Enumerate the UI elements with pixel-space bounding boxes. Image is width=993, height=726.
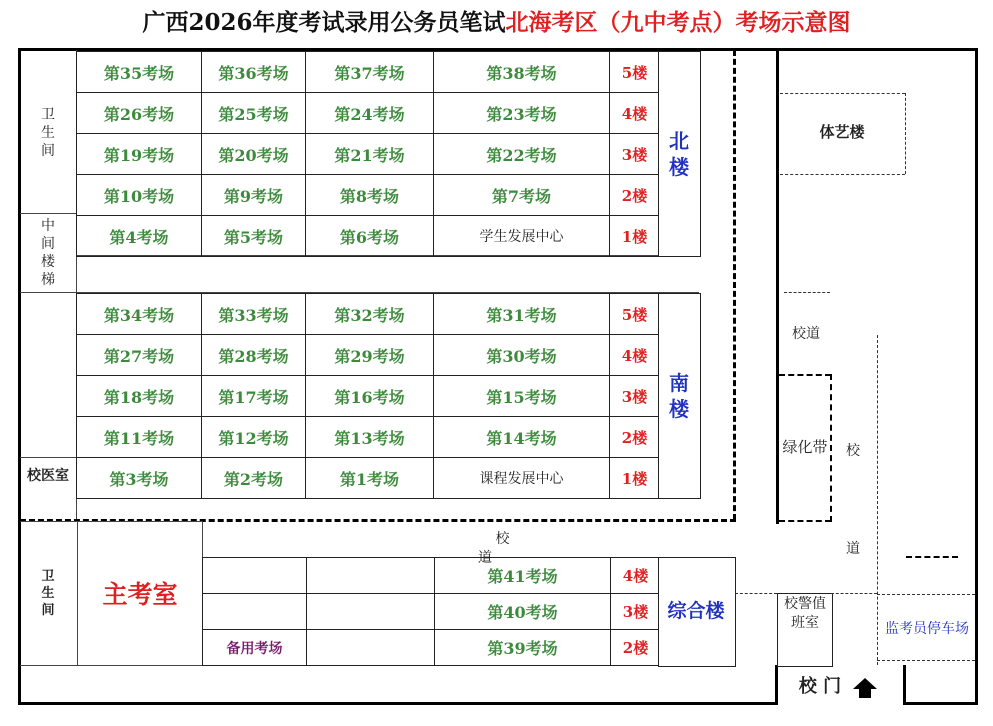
room-30[interactable]: 第30考场 <box>434 335 610 376</box>
room-15[interactable]: 第15考场 <box>434 376 610 417</box>
arts-building-label[interactable]: 体艺楼 <box>819 123 865 141</box>
arts-building-bottom <box>780 174 905 175</box>
room-8[interactable]: 第8考场 <box>306 175 434 216</box>
floor-label: 5楼 <box>610 294 660 335</box>
south-row-3f <box>77 376 660 417</box>
zonghe-building-grid <box>202 557 661 666</box>
room-25[interactable]: 第25考场 <box>202 93 306 134</box>
outer-wall-left <box>18 48 21 705</box>
room-13[interactable]: 第13考场 <box>306 417 434 458</box>
toilet-top-label: 卫生间 <box>41 107 55 159</box>
campus-road-top-label: 校道 <box>792 326 820 342</box>
room-40[interactable]: 第40考场 <box>435 594 611 630</box>
arts-building-right <box>905 93 906 174</box>
student-development-center[interactable]: 学生发展中心 <box>434 216 610 257</box>
room-7[interactable]: 第7考场 <box>434 175 610 216</box>
room-27[interactable]: 第27考场 <box>77 335 202 376</box>
room-34[interactable]: 第34考场 <box>77 294 202 335</box>
room-5[interactable]: 第5考场 <box>202 216 306 257</box>
room-23[interactable]: 第23考场 <box>434 93 610 134</box>
floor-label: 5楼 <box>610 52 660 93</box>
green-belt-bottom <box>779 520 831 522</box>
floor-label: 2楼 <box>610 175 660 216</box>
room-6[interactable]: 第6考场 <box>306 216 434 257</box>
north-row-1f <box>77 216 660 257</box>
room-41[interactable]: 第41考场 <box>435 558 611 594</box>
parking-left-edge <box>877 335 878 665</box>
floor-label: 3楼 <box>611 594 661 630</box>
south-building-grid <box>76 293 660 499</box>
curriculum-development-center[interactable]: 课程发展中心 <box>434 458 610 499</box>
floor-label: 2楼 <box>610 417 660 458</box>
guard-room-label[interactable]: 校警值班室 <box>784 596 826 631</box>
green-belt-label: 绿化带 <box>782 438 828 456</box>
school-gate-label: 校 门 <box>798 676 842 697</box>
floor-label: 4楼 <box>610 93 660 134</box>
outer-wall-bottom-left <box>18 702 778 705</box>
main-exam-room-label[interactable]: 主考室 <box>102 580 178 609</box>
parking-label[interactable]: 监考员停车场 <box>885 621 969 637</box>
title-part-black: 广西2026年度考试录用公务员笔试 <box>142 9 506 36</box>
room-29[interactable]: 第29考场 <box>306 335 434 376</box>
stairs-divider-bottom <box>20 292 77 293</box>
north-row-2f <box>77 175 660 216</box>
room-20[interactable]: 第20考场 <box>202 134 306 175</box>
campus-road-right-2: 道 <box>846 541 860 557</box>
south-row-5f <box>77 294 660 335</box>
north-row-5f <box>77 52 660 93</box>
room-38[interactable]: 第38考场 <box>434 52 610 93</box>
room-26[interactable]: 第26考场 <box>77 93 202 134</box>
empty-room <box>203 594 307 630</box>
gate-arrow-icon <box>852 677 878 699</box>
campus-road-right-1: 校 <box>846 443 860 459</box>
room-10[interactable]: 第10考场 <box>77 175 202 216</box>
room-31[interactable]: 第31考场 <box>434 294 610 335</box>
green-belt-top <box>779 374 831 376</box>
empty-room <box>307 558 435 594</box>
room-24[interactable]: 第24考场 <box>306 93 434 134</box>
room-28[interactable]: 第28考场 <box>202 335 306 376</box>
guard-path-top <box>735 593 777 594</box>
clinic-divider <box>20 457 77 458</box>
clinic-label: 校医室 <box>27 468 69 484</box>
toilet-bottom-label: 卫生间 <box>41 569 55 618</box>
page-title <box>0 4 993 37</box>
empty-room <box>307 630 435 666</box>
floor-label: 1楼 <box>610 458 660 499</box>
room-3[interactable]: 第3考场 <box>77 458 202 499</box>
room-33[interactable]: 第33考场 <box>202 294 306 335</box>
zonghe-row-3f <box>203 594 661 630</box>
stairs-divider-top <box>20 213 77 214</box>
floor-label: 3楼 <box>610 134 660 175</box>
spare-exam-room[interactable]: 备用考场 <box>203 630 307 666</box>
arts-building-top <box>780 93 905 94</box>
room-14[interactable]: 第14考场 <box>434 417 610 458</box>
gate-post-right <box>903 665 906 705</box>
room-21[interactable]: 第21考场 <box>306 134 434 175</box>
floor-label: 4楼 <box>611 558 661 594</box>
north-building-grid <box>76 51 660 257</box>
floor-label: 1楼 <box>610 216 660 257</box>
room-11[interactable]: 第11考场 <box>77 417 202 458</box>
room-36[interactable]: 第36考场 <box>202 52 306 93</box>
parking-marker <box>906 556 958 558</box>
road-marker <box>784 292 830 293</box>
north-row-4f <box>77 93 660 134</box>
room-37[interactable]: 第37考场 <box>306 52 434 93</box>
zonghe-row-2f <box>203 630 661 666</box>
campus-road-middle: 校道 <box>478 531 580 566</box>
south-building-label: 南楼 <box>669 371 689 421</box>
room-12[interactable]: 第12考场 <box>202 417 306 458</box>
south-row-1f <box>77 458 660 499</box>
south-row-2f <box>77 417 660 458</box>
title-part-red: 北海考区（九中考点）考场示意图 <box>505 9 851 36</box>
floor-label: 3楼 <box>610 376 660 417</box>
guard-path-right <box>831 593 877 594</box>
room-39[interactable]: 第39考场 <box>435 630 611 666</box>
room-2[interactable]: 第2考场 <box>202 458 306 499</box>
south-row-4f <box>77 335 660 376</box>
parking-bottom <box>877 660 975 661</box>
floor-label: 2楼 <box>611 630 661 666</box>
room-18[interactable]: 第18考场 <box>77 376 202 417</box>
outer-wall-right <box>975 48 978 705</box>
room-16[interactable]: 第16考场 <box>306 376 434 417</box>
middle-stairs-label: 中间楼梯 <box>41 218 55 288</box>
room-9[interactable]: 第9考场 <box>202 175 306 216</box>
room-35[interactable]: 第35考场 <box>77 52 202 93</box>
floor-label: 4楼 <box>610 335 660 376</box>
north-row-3f <box>77 134 660 175</box>
room-32[interactable]: 第32考场 <box>306 294 434 335</box>
north-building-label: 北楼 <box>669 129 689 179</box>
main-room-top <box>20 521 202 522</box>
zonghe-building-label: 综合楼 <box>667 600 725 622</box>
empty-room <box>203 558 307 594</box>
outer-wall-bottom-right <box>905 702 978 705</box>
dashed-wall-north <box>733 50 736 520</box>
room-1[interactable]: 第1考场 <box>306 458 434 499</box>
room-4[interactable]: 第4考场 <box>77 216 202 257</box>
parking-top <box>877 594 975 595</box>
room-22[interactable]: 第22考场 <box>434 134 610 175</box>
empty-room <box>307 594 435 630</box>
zonghe-row-4f <box>203 558 661 594</box>
room-19[interactable]: 第19考场 <box>77 134 202 175</box>
gate-post-left <box>775 665 778 705</box>
room-17[interactable]: 第17考场 <box>202 376 306 417</box>
